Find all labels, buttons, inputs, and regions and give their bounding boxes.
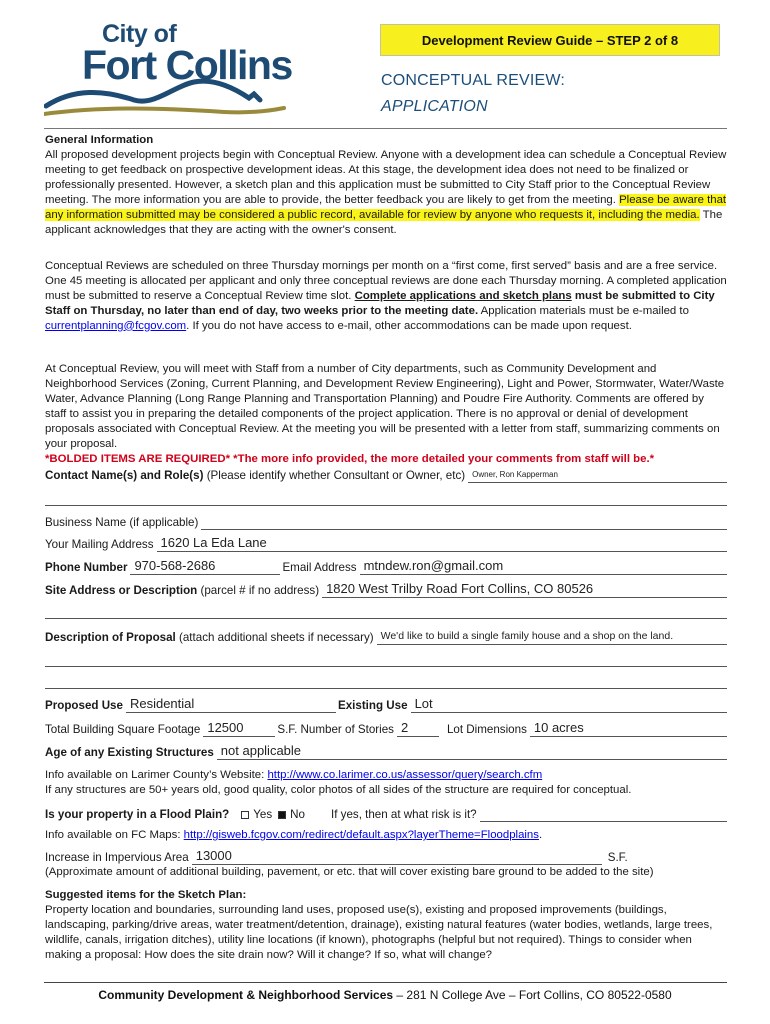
site-field-line-2[interactable]: [45, 603, 727, 619]
lot-label: Lot Dimensions: [446, 723, 527, 736]
structures-note: If any structures are 50+ years old, good quality, color photos of all sides of the structure are required for conceptual.: [45, 784, 632, 796]
flood-label: Is your property in a Flood Plain?: [45, 808, 230, 821]
business-field[interactable]: [201, 513, 727, 530]
contact-field[interactable]: Owner, Ron Kapperman: [468, 466, 727, 483]
description-label: Description of Proposal (attach additional sheets if necessary): [45, 631, 374, 644]
required-note-text: *BOLDED ITEMS ARE REQUIRED* *The more info provided, the more detailed your comments from staff will be.*: [45, 453, 655, 465]
phone-label: Phone Number: [45, 561, 128, 574]
sketch-heading: Suggested items for the Sketch Plan:: [45, 889, 247, 901]
existing-use-field[interactable]: Lot: [411, 696, 727, 713]
larimer-info: Info available on Larimer County’s Website: http://www.co.larimer.co.us/assessor/query/search.cfm: [45, 769, 543, 781]
age-field[interactable]: not applicable: [217, 743, 727, 760]
business-row: [45, 512, 727, 530]
general-paragraph-3: At Conceptual Review, you will meet with Staff from a number of City departments, such as Community Development and Neighborhood Services (Zoning, Current Planning, and Development Review Engineering), Light and Power, Stormwater, Water/Waste Water, Advance Planning (Long Range Planning and Transportation Planning) and Poudre Fire Authority. Comments are offered by staff to assist you in preparing the detailed components of the project application. There is no approval or denial of development proposals associated with Conceptual Review. At the meeting you will be presented with a letter from staff, summarizing comments on your proposal.: [45, 363, 725, 450]
flood-yes-option[interactable]: Yes: [229, 808, 272, 822]
lot-field[interactable]: 10 acres: [530, 720, 727, 737]
footer-address: – 281 N College Ave – Fort Collins, CO 80522-0580: [393, 988, 672, 1002]
site-field[interactable]: 1820 West Trilby Road Fort Collins, CO 80526: [322, 581, 727, 598]
existing-use-label: Existing Use: [337, 699, 408, 712]
impervious-row: [45, 847, 727, 865]
impervious-field[interactable]: 13000: [192, 848, 602, 865]
mailing-row: [45, 534, 727, 552]
impervious-label: Increase in Impervious Area: [45, 851, 189, 864]
flood-yes-checkbox[interactable]: [241, 811, 249, 819]
business-label: Business Name (if applicable): [45, 516, 199, 529]
page-subtitle: APPLICATION: [381, 98, 488, 115]
site-row: [45, 580, 727, 598]
p2-accommodations: . If you do not have access to e-mail, other accommodations can be made upon request.: [186, 319, 632, 332]
email-label: Email Address: [282, 561, 357, 574]
p2-email-text: Application materials must be e-mailed to: [478, 304, 689, 317]
proposed-use-label: Proposed Use: [45, 699, 123, 712]
p2-complete-applications: Complete applications and sketch plans: [354, 289, 572, 302]
stories-field[interactable]: 2: [397, 720, 439, 737]
logo-fort-collins: Fort Collins: [82, 42, 292, 88]
use-row: [45, 695, 727, 713]
footer: [0, 988, 770, 1002]
email-link[interactable]: currentplanning@fcgov.com: [45, 319, 187, 332]
fcmaps-info: Info available on FC Maps: http://gisweb.fcgov.com/redirect/default.aspx?layerTheme=Floodplains.: [45, 829, 543, 841]
general-paragraph-2: [45, 259, 727, 334]
phone-field[interactable]: 970-568-2686: [130, 558, 280, 575]
public-record-notice: Please be aware that any information submitted may be considered a public record, available for review by anyone who requests it, including the media.: [45, 193, 727, 221]
site-label: Site Address or Description (parcel # if no address): [45, 584, 320, 597]
p1-consent: The applicant acknowledges that they are acting with the owner's consent.: [45, 208, 723, 236]
flood-risk-label: If yes, then at what risk is it?: [330, 808, 477, 821]
description-field[interactable]: We'd like to build a single family house and a shop on the land.: [377, 628, 727, 645]
mailing-field[interactable]: 1620 La Eda Lane: [157, 535, 728, 552]
age-label: Age of any Existing Structures: [45, 746, 214, 759]
flood-risk-field[interactable]: [480, 805, 727, 822]
sketch-text: Property location and boundaries, surrounding land uses, proposed use(s), existing and proposed improvements (buildings, landscaping, parking/drive areas, water treatment/detention, drainage), existing natural features (water bodies, wetlands, large trees, wildlife, canals, irrigation ditches), utility line locations (if known), photographs (helpful but not required). Things to consider when making a proposal: How does the site drain now? Will it change? If so, what will change?: [45, 904, 713, 961]
general-heading: General Information: [45, 134, 154, 146]
sqft-label: Total Building Square Footage: [45, 723, 201, 736]
description-field-line-3[interactable]: [45, 673, 727, 689]
logo-city-of: City of: [102, 20, 177, 48]
age-row: [45, 742, 727, 760]
step-banner: Development Review Guide – STEP 2 of 8: [380, 24, 720, 56]
header-divider: [44, 128, 727, 129]
larimer-link[interactable]: http://www.co.larimer.co.us/assessor/query/search.cfm: [267, 769, 543, 781]
flood-no-checkbox[interactable]: [278, 811, 286, 819]
size-row: [45, 719, 727, 737]
page-title: CONCEPTUAL REVIEW:: [381, 72, 566, 89]
contact-row: [45, 465, 727, 483]
stories-label: S.F. Number of Stories: [277, 723, 394, 736]
sqft-field[interactable]: 12500: [203, 720, 275, 737]
description-field-line-2[interactable]: [45, 651, 727, 667]
proposed-use-field[interactable]: Residential: [126, 696, 336, 713]
fcmaps-link[interactable]: http://gisweb.fcgov.com/redirect/default.aspx?layerTheme=Floodplains: [183, 829, 539, 841]
mountain-logo-icon: [44, 78, 306, 118]
email-field[interactable]: mtndew.ron@gmail.com: [360, 558, 727, 575]
contact-field-line-2[interactable]: [45, 490, 727, 506]
footer-divider: [44, 982, 727, 983]
p1-text: All proposed development projects begin with Conceptual Review. Anyone with a development idea can schedule a Conceptual Review meeting to get feedback on prospective development ideas. At this stage, the development idea does not need to be finalized or professionally presented. However, a sketch plan and this application must be submitted to City Staff prior to the Conceptual Review meeting. The more information you are able to provide, the better feedback you are likely to get from the meeting.: [45, 149, 727, 206]
p2-deadline: must be submitted to City Staff on Thursday, no later than end of day, two weeks prior to the meeting date.: [45, 289, 715, 317]
p2-text: Conceptual Reviews are scheduled on three Thursday mornings per month on a “first come, first served” basis and are a free service. One 45 meeting is allocated per applicant and only three conceptual reviews are done each Thursday morning. A completed application must be submitted to reserve a Conceptual Review time slot.: [45, 260, 727, 302]
contact-label: Contact Name(s) and Role(s) (Please identify whether Consultant or Owner, etc): [45, 469, 466, 482]
flood-no-option[interactable]: No: [272, 808, 305, 822]
phone-email-row: [45, 557, 727, 575]
impervious-unit: S.F.: [607, 851, 628, 864]
flood-row: [45, 804, 727, 822]
city-logo: [44, 20, 306, 114]
impervious-note: (Approximate amount of additional building, pavement, or etc. that will cover existing bare ground to be added to the site): [45, 866, 654, 878]
mailing-label: Your Mailing Address: [45, 538, 154, 551]
general-paragraph-1: [45, 148, 727, 237]
footer-department: Community Development & Neighborhood Services: [98, 988, 394, 1002]
description-row: [45, 627, 727, 645]
